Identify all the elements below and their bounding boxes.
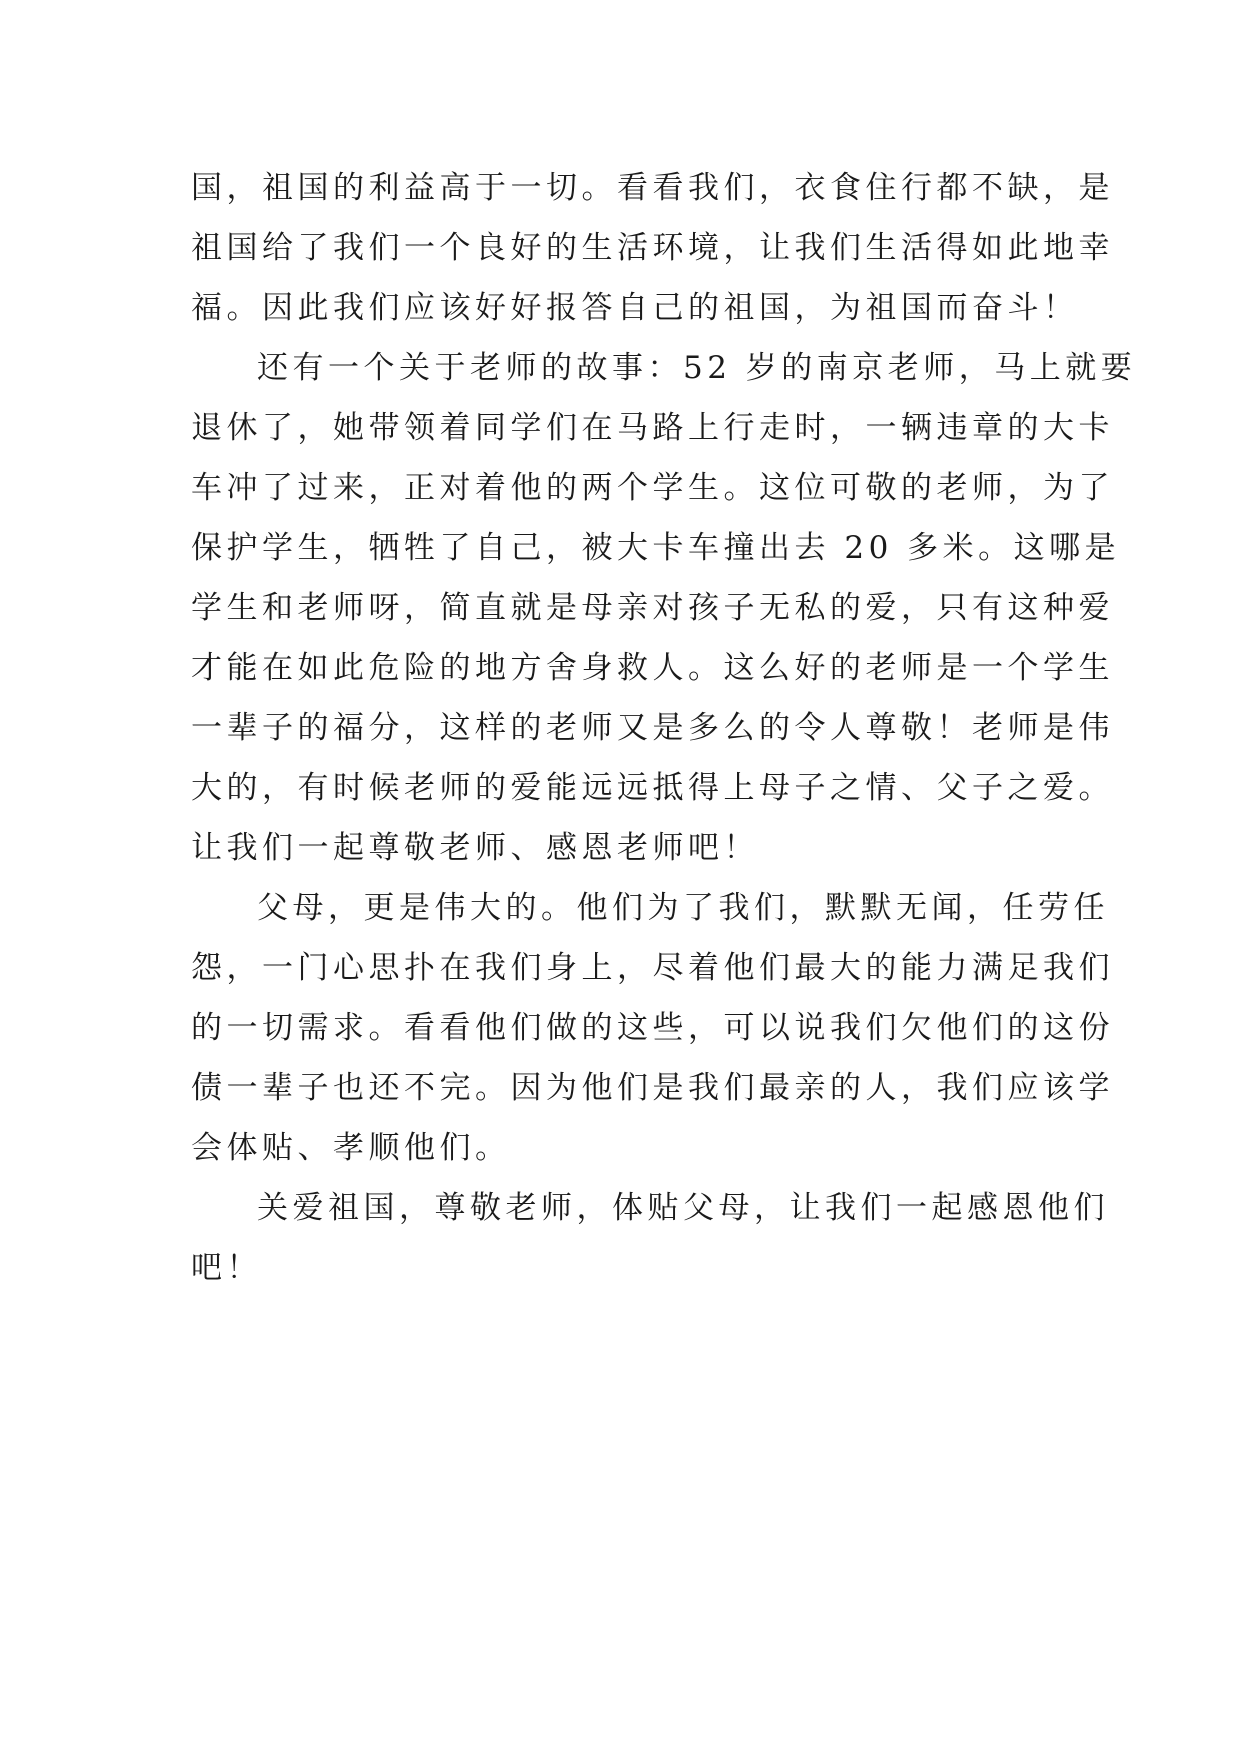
text-line: 吧！	[191, 1250, 262, 1286]
text-line: 一辈子的福分，这样的老师又是多么的令人尊敬！老师是伟	[191, 710, 1114, 746]
text-line: 学生和老师呀，简直就是母亲对孩子无私的爱，只有这种爱	[191, 590, 1114, 626]
text-line: 的一切需求。看看他们做的这些，可以说我们欠他们的这份	[191, 1010, 1114, 1046]
body-text	[191, 158, 1137, 1298]
text-line: 会体贴、孝顺他们。	[191, 1130, 511, 1166]
paragraph-start-line: 关爱祖国，尊敬老师，体贴父母，让我们一起感恩他们	[257, 1190, 1109, 1226]
text-line: 怨，一门心思扑在我们身上，尽着他们最大的能力满足我们	[191, 950, 1114, 986]
text-line: 国，祖国的利益高于一切。看看我们，衣食住行都不缺，是	[191, 170, 1114, 206]
text-line: 大的，有时候老师的爱能远远抵得上母子之情、父子之爱。	[191, 770, 1114, 806]
text-line: 退休了，她带领着同学们在马路上行走时，一辆违章的大卡	[191, 410, 1114, 446]
text-line: 保护学生，牺牲了自己，被大卡车撞出去 20 多米。这哪是	[191, 530, 1121, 566]
text-line: 债一辈子也还不完。因为他们是我们最亲的人，我们应该学	[191, 1070, 1114, 1106]
text-line: 让我们一起尊敬老师、感恩老师吧！	[191, 830, 759, 866]
paragraph-start-line: 还有一个关于老师的故事：52 岁的南京老师，马上就要	[257, 350, 1137, 386]
text-line: 祖国给了我们一个良好的生活环境，让我们生活得如此地幸	[191, 230, 1114, 266]
paragraph-start-line: 父母，更是伟大的。他们为了我们，默默无闻，任劳任	[257, 890, 1109, 926]
text-line: 车冲了过来，正对着他的两个学生。这位可敬的老师，为了	[191, 470, 1114, 506]
text-line: 才能在如此危险的地方舍身救人。这么好的老师是一个学生	[191, 650, 1114, 686]
text-line: 福。因此我们应该好好报答自己的祖国，为祖国而奋斗！	[191, 290, 1079, 326]
